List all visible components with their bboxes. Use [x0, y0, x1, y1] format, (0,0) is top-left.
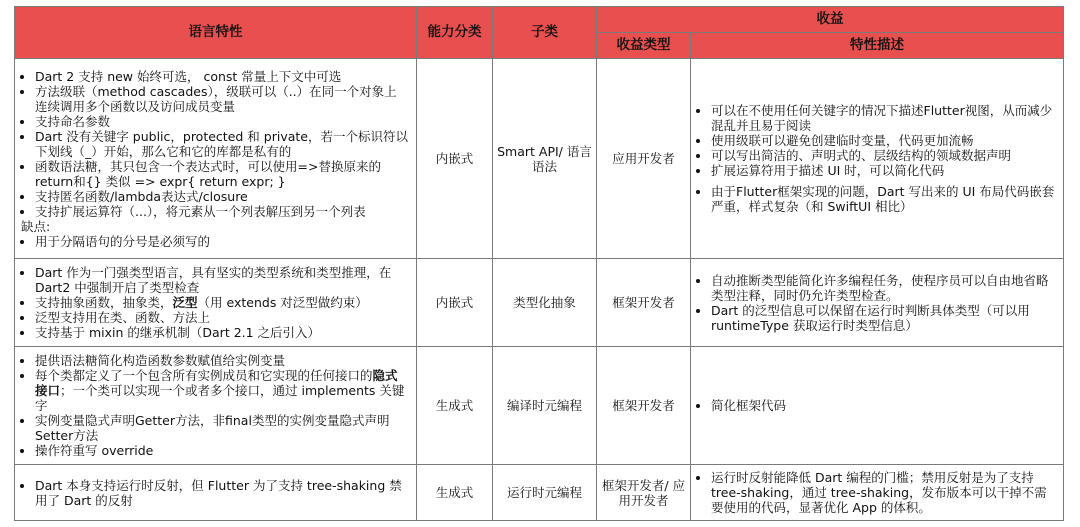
feature-text: ；一个类可以实现一个或者多个接口，通过 implements 关键字 — [35, 383, 405, 413]
feature-item: • 提供语法糖简化构造函数参数赋值给实例变量 — [35, 353, 410, 368]
header-subclass: 子类 — [493, 7, 597, 59]
benefit-type-cell: 应用开发者 — [597, 59, 691, 259]
feature-bold-text: 隐式接口 — [35, 368, 398, 398]
feature-item: • Dart 2 支持 new 始终可选， const 常量上下文中可选 — [35, 69, 410, 84]
category-cell: 生成式 — [417, 465, 493, 521]
feature-cell — [15, 347, 417, 465]
benefit-type-cell: 框架开发者 — [597, 347, 691, 465]
header-benefit-type: 收益类型 — [597, 33, 691, 59]
shortcoming-item: • 用于分隔语句的分号是必须写的 — [35, 234, 410, 249]
desc-item: • 扩展运算符用于描述 UI 时，可以简化代码 — [711, 163, 1057, 178]
category-cell: 生成式 — [417, 347, 493, 465]
desc-item: • 可以在不使用任何关键字的情况下描述Flutter视图，从而减少混乱并且易于阅读 — [711, 103, 1057, 133]
benefit-desc-cell — [691, 465, 1064, 521]
feature-text: （用 extends 对泛型做约束） — [197, 295, 368, 310]
header-category: 能力分类 — [417, 7, 493, 59]
header-feature: 语言特性 — [15, 7, 417, 59]
shortcoming-label: 缺点: — [21, 218, 51, 234]
feature-item: • 支持命名参数 — [35, 114, 410, 129]
feature-list — [21, 353, 410, 458]
feature-item: • 支持基于 mixin 的继承机制（Dart 2.1 之后引入） — [35, 325, 410, 340]
category-cell: 内嵌式 — [417, 259, 493, 347]
header-benefit-desc: 特性描述 — [691, 33, 1064, 59]
feature-item: • 支持匿名函数/lambda表达式/closure — [35, 189, 410, 204]
desc-list — [697, 103, 1057, 178]
feature-item: • 实例变量隐式声明Getter方法，非final类型的实例变量隐式声明Setter方法 — [35, 413, 410, 443]
desc-list — [697, 470, 1057, 515]
table-row — [15, 347, 1064, 465]
feature-bold-text: 泛型 — [172, 295, 198, 310]
feature-text: 支持抽象函数，抽象类， — [35, 295, 173, 310]
feature-item: • Dart 没有关键字 public，protected 和 private，若一个标识符以下划线（_）开始，那么它和它的库都是私有的 — [35, 129, 410, 159]
feature-item — [35, 368, 410, 413]
feature-item: • 操作符重写 override — [35, 443, 410, 458]
feature-item: • 方法级联（method cascades），级联可以（..）在同一个对象上 连续调用多个函数以及访问成员变量 — [35, 84, 410, 114]
desc-item: • 运行时反射能降低 Dart 编程的门槛；禁用反射是为了支持 tree-shaking，通过 tree-shaking，发布版本可以干掉不需要使用的代码，显著优化 App 的体积。 — [711, 470, 1057, 515]
desc-list — [697, 273, 1057, 333]
feature-list — [21, 69, 410, 249]
table-row — [15, 465, 1064, 521]
header-row — [15, 7, 1064, 33]
desc-item: • 使用级联可以避免创建临时变量，代码更加流畅 — [711, 133, 1057, 148]
table-row — [15, 59, 1064, 259]
benefit-type-cell: 框架开发者 — [597, 259, 691, 347]
benefit-desc-cell — [691, 347, 1064, 465]
feature-table-wrapper — [14, 6, 1063, 521]
feature-item — [35, 295, 410, 310]
desc-item: • 自动推断类型能简化许多编程任务，使程序员可以自由地省略类型注释，同时仍允许类型检查。 — [711, 273, 1057, 303]
feature-cell — [15, 259, 417, 347]
header-benefit: 收益 — [597, 7, 1064, 33]
subclass-cell: 类型化抽象 — [493, 259, 597, 347]
desc-item: • 由于Flutter框架实现的问题，Dart 写出来的 UI 布局代码嵌套严重，样式复杂（和 SwiftUI 相比） — [711, 184, 1057, 214]
benefit-type-cell: 框架开发者/ 应用开发者 — [597, 465, 691, 521]
feature-cell — [15, 465, 417, 521]
feature-list — [21, 478, 410, 508]
desc-list-drawback — [697, 184, 1057, 214]
subclass-cell: 运行时元编程 — [493, 465, 597, 521]
subclass-cell: Smart API/ 语言语法 — [493, 59, 597, 259]
feature-list — [21, 265, 410, 340]
feature-item: • 泛型支持用在类、函数、方法上 — [35, 310, 410, 325]
feature-item: • Dart 本身支持运行时反射，但 Flutter 为了支持 tree-shaking 禁用了 Dart 的反射 — [35, 478, 410, 508]
feature-item: • 支持扩展运算符（...），将元素从一个列表解压到另一个列表 — [35, 204, 410, 219]
dart-feature-table — [14, 6, 1064, 521]
desc-list — [697, 398, 1057, 413]
feature-item: • 函数语法糖，其只包含一个表达式时，可以使用=>替换原来的return和{} 类似 => expr{ return expr; } — [35, 159, 410, 189]
feature-item: • Dart 作为一门强类型语言，具有坚实的类型系统和类型推理，在 Dart2 中强制开启了类型检查 — [35, 265, 410, 295]
table-row — [15, 259, 1064, 347]
desc-item: • 可以写出简洁的、声明式的、层级结构的领域数据声明 — [711, 148, 1057, 163]
benefit-desc-cell — [691, 59, 1064, 259]
category-cell: 内嵌式 — [417, 59, 493, 259]
desc-item: • 简化框架代码 — [711, 398, 1057, 413]
benefit-desc-cell — [691, 259, 1064, 347]
desc-item: • Dart 的泛型信息可以保留在运行时判断具体类型（可以用 runtimeType 获取运行时类型信息） — [711, 303, 1057, 333]
subclass-cell: 编译时元编程 — [493, 347, 597, 465]
feature-text: 每个类都定义了一个包含所有实例成员和它实现的任何接口的 — [35, 368, 373, 383]
feature-cell — [15, 59, 417, 259]
